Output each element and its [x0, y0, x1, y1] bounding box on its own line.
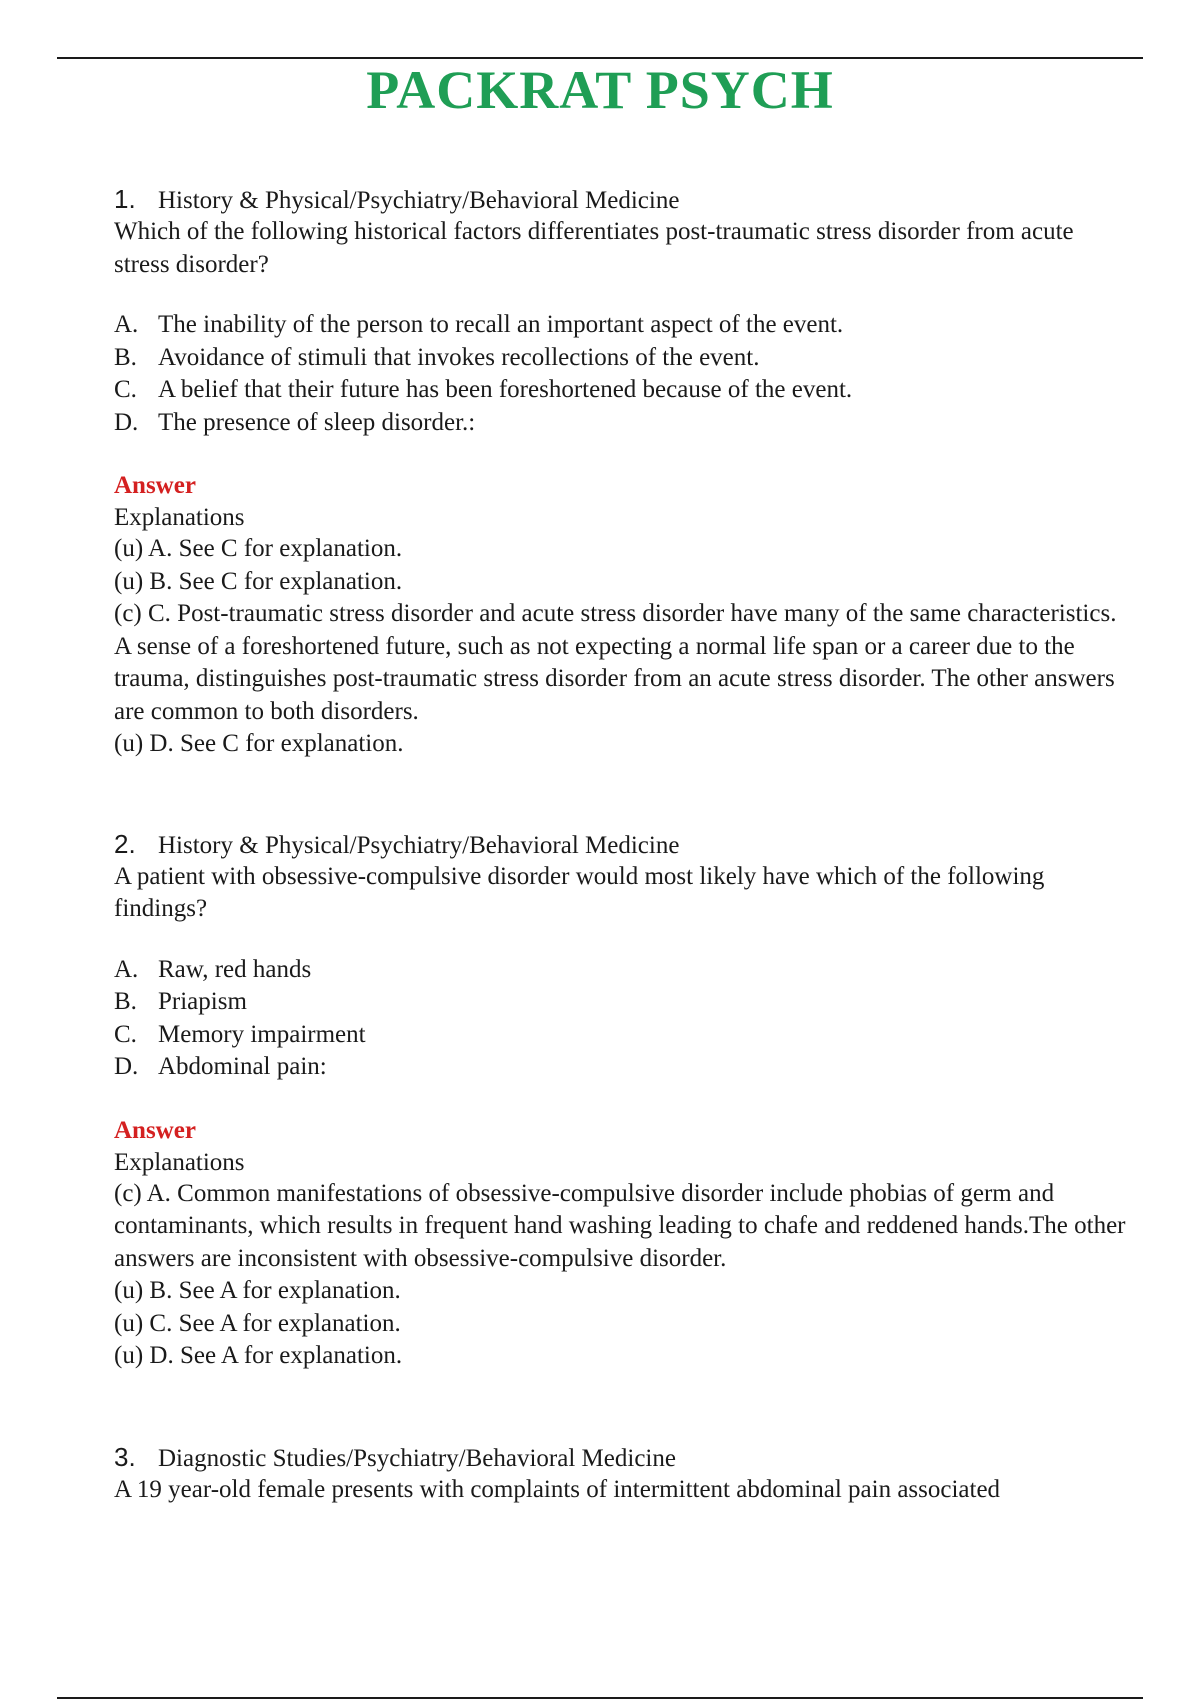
question-1: [114, 183, 1134, 761]
option-b: [114, 986, 1134, 1019]
document-body: [114, 183, 1134, 1506]
option-b: [114, 342, 1134, 375]
question-separator: [114, 761, 1134, 828]
explanations-heading: Explanations: [114, 1148, 245, 1176]
question-category: History & Physical/Psychiatry/Behavioral Medicine: [158, 831, 680, 859]
explanation-item: (u) A. See C for explanation.: [114, 535, 403, 562]
option-text: The inability of the person to recall an important aspect of the event.: [158, 311, 844, 338]
question-number: 1.: [114, 184, 136, 214]
explanation-item: (u) C. See A for explanation.: [114, 1309, 401, 1337]
answer-heading: Answer: [114, 1116, 196, 1144]
option-letter: C.: [114, 1020, 137, 1048]
bottom-rule: [57, 1697, 1143, 1699]
option-letter: D.: [114, 1053, 139, 1080]
question-number: 2.: [114, 828, 136, 859]
explanation-item: (u) D. See A for explanation.: [114, 1342, 403, 1369]
option-letter: B.: [114, 343, 137, 371]
question-number: 3.: [114, 1441, 136, 1472]
question-separator: [114, 1373, 1134, 1441]
option-letter: D.: [114, 408, 139, 436]
answer-options: [114, 309, 1134, 439]
option-a: [114, 309, 1134, 342]
explanations-heading: Explanations: [114, 504, 245, 531]
explanation-item: (c) A. Common manifestations of obsessive-compulsive disorder include phobias of germ and contaminants, which results in frequent hand washing leading to chafe and reddened hands.The other answers are inconsistent with obsessive-compulsive disorder.: [114, 1179, 1126, 1272]
question-category: History & Physical/Psychiatry/Behavioral Medicine: [158, 187, 680, 214]
option-text: Avoidance of stimuli that invokes recollections of the event.: [158, 343, 760, 371]
option-letter: C.: [114, 376, 137, 403]
answer-options: [114, 954, 1134, 1084]
question-category: Diagnostic Studies/Psychiatry/Behavioral Medicine: [158, 1444, 676, 1472]
option-text: Raw, red hands: [158, 955, 312, 983]
explanation-item: (c) C. Post-traumatic stress disorder and acute stress disorder have many of the same characteristics. A sense of a foreshortened future, such as not expecting a normal life span or a career due to the trauma, distinguishes post-traumatic stress disorder from an acute stress disorder. The other answers are common to both disorders.: [114, 600, 1117, 725]
document-title: PACKRAT PSYCH: [366, 60, 834, 120]
option-letter: A.: [114, 955, 139, 983]
question-stem: Which of the following historical factors differentiates post-traumatic stress disorder from acute stress disorder?: [114, 218, 1074, 278]
question-stem: A patient with obsessive-compulsive disorder would most likely have which of the following findings?: [114, 862, 1045, 922]
option-text: A belief that their future has been foreshortened because of the event.: [158, 376, 853, 403]
explanation-item: (u) D. See C for explanation.: [114, 730, 404, 757]
option-text: Abdominal pain:: [158, 1053, 327, 1080]
answer-heading: Answer: [114, 472, 196, 499]
option-letter: A.: [114, 311, 139, 338]
option-text: Priapism: [158, 988, 247, 1015]
question-header: [114, 1441, 1134, 1474]
question-header: [114, 828, 1134, 861]
option-text: The presence of sleep disorder.:: [158, 408, 476, 436]
option-a: [114, 954, 1134, 987]
option-c: [114, 374, 1134, 407]
question-header: [114, 183, 1134, 216]
explanation-item: (u) B. See A for explanation.: [114, 1277, 401, 1304]
option-d: [114, 1051, 1134, 1084]
explanation-item: (u) B. See C for explanation.: [114, 567, 403, 595]
option-c: [114, 1019, 1134, 1052]
option-text: Memory impairment: [158, 1020, 366, 1048]
question-stem: A 19 year-old female presents with complaints of intermittent abdominal pain associated: [114, 1475, 1001, 1503]
option-d: [114, 407, 1134, 440]
question-3: [114, 1441, 1134, 1507]
question-2: [114, 828, 1134, 1373]
option-letter: B.: [114, 988, 137, 1015]
